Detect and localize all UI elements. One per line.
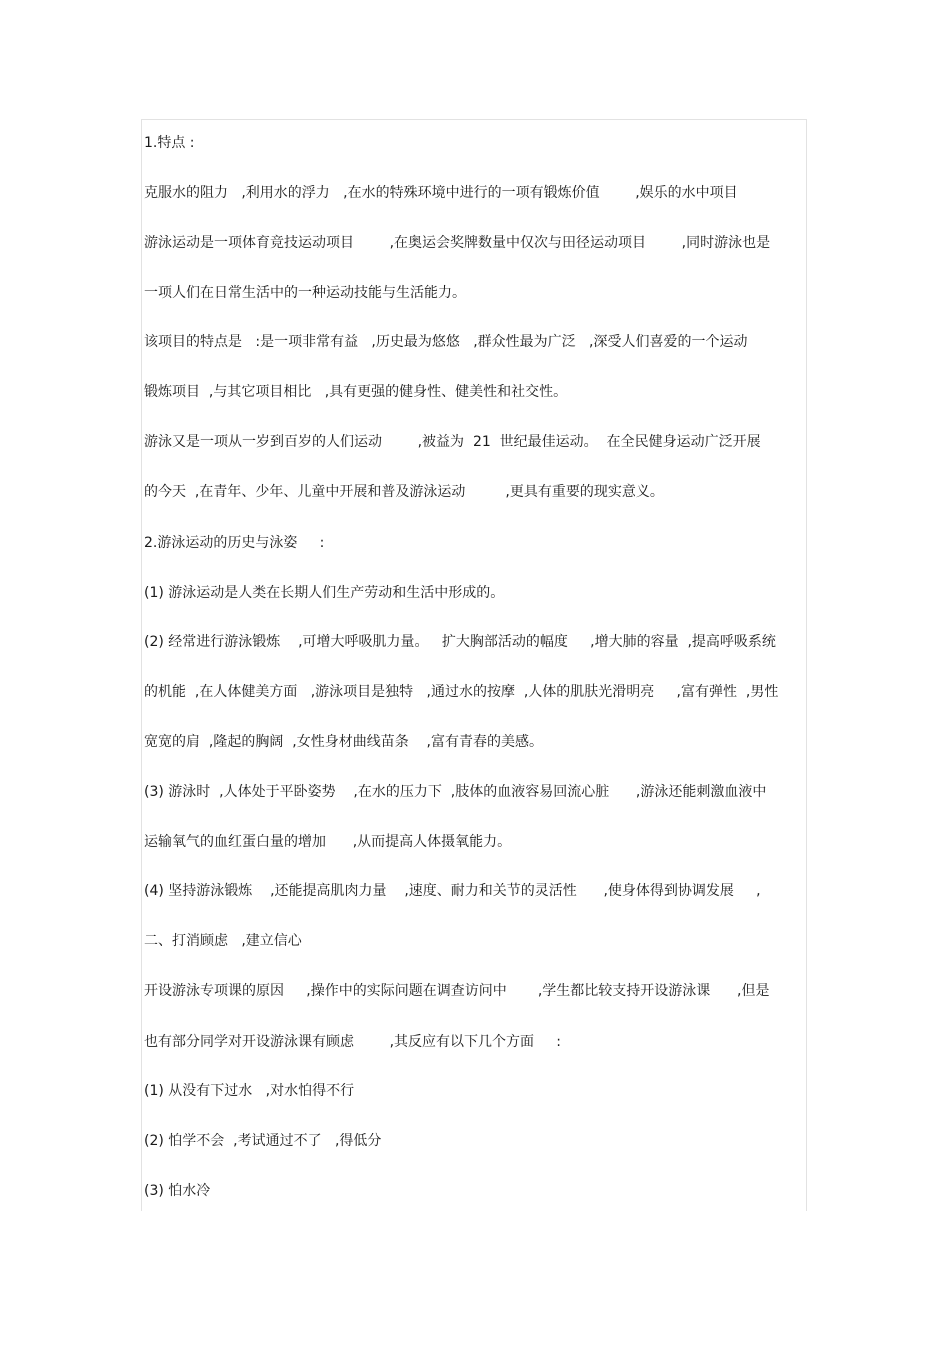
paragraph-line: 一项人们在日常生活中的一种运动技能与生活能力。 — [144, 285, 466, 301]
paragraph-line: 游泳又是一项从一岁到百岁的人们运动 ,被益为 21 世纪最佳运动。 在全民健身运动广泛开展 — [144, 434, 761, 450]
heading-history: 2.游泳运动的历史与泳姿 : — [144, 535, 325, 551]
paragraph-line: 锻炼项目 ,与其它项目相比 ,具有更强的健身性、健美性和社交性。 — [144, 384, 568, 400]
paragraph-line: 的今天 ,在青年、少年、儿童中开展和普及游泳运动 ,更具有重要的现实意义。 — [144, 484, 664, 500]
paragraph-line: 开设游泳专项课的原因 ,操作中的实际问题在调查访问中 ,学生都比较支持开设游泳课 ,但是 — [144, 983, 770, 999]
paragraph-line: 运输氧气的血红蛋白量的增加 ,从而提高人体摄氧能力。 — [144, 834, 512, 850]
paragraph-line: 也有部分同学对开设游泳课有顾虑 ,其反应有以下几个方面 : — [144, 1034, 562, 1050]
paragraph-line: 克服水的阻力 ,利用水的浮力 ,在水的特殊环境中进行的一项有锻炼价值 ,娱乐的水中项目 — [144, 185, 738, 201]
paragraph-line: 宽宽的肩 ,隆起的胸阔 ,女性身材曲线苗条 ,富有青春的美感。 — [144, 734, 543, 750]
list-item: (1) 从没有下过水 ,对水怕得不行 — [144, 1083, 355, 1099]
list-item: (3) 游泳时 ,人体处于平卧姿势 ,在水的压力下 ,肢体的血液容易回流心脏 ,游泳还能刺激血液中 — [144, 784, 767, 800]
paragraph-line: 该项目的特点是 :是一项非常有益 ,历史最为悠悠 ,群众性最为广泛 ,深受人们喜爱的一个运动 — [144, 334, 748, 350]
heading-section-2: 二、打消顾虑 ,建立信心 — [144, 933, 302, 949]
list-item: (4) 坚持游泳锻炼 ,还能提高肌肉力量 ,速度、耐力和关节的灵活性 ,使身体得到协调发展 , — [144, 883, 761, 899]
list-item: (3) 怕水冷 — [144, 1183, 211, 1199]
list-item: (2) 怕学不会 ,考试通过不了 ,得低分 — [144, 1133, 382, 1149]
list-item: (1) 游泳运动是人类在长期人们生产劳动和生活中形成的。 — [144, 585, 505, 601]
paragraph-line: 的机能 ,在人体健美方面 ,游泳项目是独特 ,通过水的按摩 ,人体的肌肤光滑明亮 ,富有弹性 ,男性 — [144, 684, 779, 700]
heading-features: 1.特点 : — [144, 135, 195, 151]
list-item: (2) 经常进行游泳锻炼 ,可增大呼吸肌力量。 扩大胸部活动的幅度 ,增大肺的容量 ,提高呼吸系统 — [144, 634, 776, 650]
paragraph-line: 游泳运动是一项体育竞技运动项目 ,在奥运会奖牌数量中仅次与田径运动项目 ,同时游泳也是 — [144, 235, 771, 251]
